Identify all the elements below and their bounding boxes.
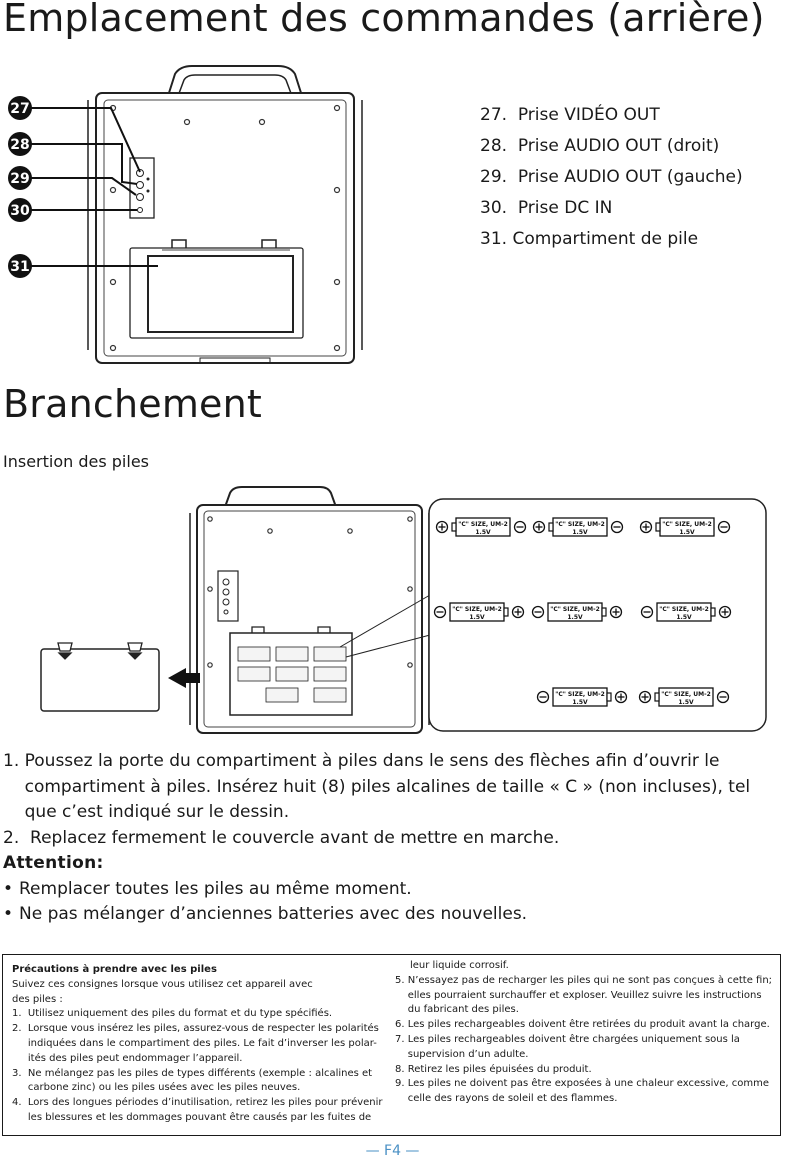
callout-31 (8, 254, 32, 278)
bullet-text: Ne pas mélanger d’anciennes batteries avec des nouvelles. (19, 904, 528, 924)
precaution-text: Retirez les piles épuisées du produit. (407, 1063, 592, 1075)
callout-29-text: 29 (10, 171, 30, 187)
section-title-rear-controls: Emplacement des commandes (arrière) (3, 0, 765, 40)
precaution-number: 5. (395, 974, 408, 986)
subtitle-battery-insertion: Insertion des piles (3, 452, 149, 471)
callout-29 (8, 166, 32, 190)
battery-voltage-label: 1.5V (469, 614, 485, 621)
precaution-text: Lorsque vous insérez les piles, assurez-vous de respecter les polarités indiquées dans le compartiment des piles. Le fait d’inverser les polar-ités des piles peut endommager l’appareil. (27, 1023, 379, 1064)
bullet-dot: • (3, 878, 14, 899)
attention-label: Attention: (3, 853, 104, 873)
plus-terminal-icon (640, 692, 651, 703)
legend-label: Prise DC IN (517, 198, 613, 218)
minus-terminal-icon (515, 522, 526, 533)
step-number: 1. (3, 751, 25, 771)
callout-27 (8, 96, 32, 120)
step-number: 2. (3, 827, 31, 848)
callout-28-text: 28 (10, 137, 30, 153)
legend-num: 31. (480, 229, 508, 249)
legend-item-31 (480, 229, 698, 249)
step-1 (3, 749, 783, 826)
attention-bullet-2 (3, 902, 783, 928)
legend-label: Prise VIDÉO OUT (517, 105, 660, 125)
legend-num: 29. (480, 167, 508, 187)
step-2 (3, 826, 783, 852)
legend-item-30 (480, 198, 612, 218)
instruction-steps (3, 749, 783, 928)
minus-terminal-icon (533, 607, 544, 618)
plus-terminal-icon (437, 522, 448, 533)
precaution-item-6 (395, 1018, 775, 1033)
precaution-text: Utilisez uniquement des piles du format et du type spécifiés. (27, 1008, 333, 1020)
battery-size-label: "C" SIZE, UM-2 (555, 521, 605, 528)
precaution-item-1 (12, 1007, 384, 1022)
attention-bullet-1 (3, 877, 783, 903)
bullet-text: Remplacer toutes les piles au même moment. (19, 878, 412, 899)
precaution-item-2 (12, 1022, 384, 1066)
minus-terminal-icon (612, 522, 623, 533)
legend-label: Prise AUDIO OUT (gauche) (517, 167, 743, 187)
precaution-text: Les piles ne doivent pas être exposées à une chaleur excessive, comme celle des rayons de soleil et des flammes. (407, 1078, 770, 1105)
plus-terminal-icon (616, 692, 627, 703)
battery-size-label: "C" SIZE, UM-2 (452, 606, 502, 613)
battery-size-label: "C" SIZE, UM-2 (550, 606, 600, 613)
plus-terminal-icon (641, 522, 652, 533)
plus-terminal-icon (720, 607, 731, 618)
minus-terminal-icon (718, 692, 729, 703)
precaution-item-5 (395, 974, 775, 1018)
precaution-number: 6. (395, 1019, 408, 1031)
precaution-text: Les piles rechargeables doivent être chargées uniquement sous la supervision d’un adulte. (407, 1033, 740, 1060)
precaution-number: 8. (395, 1063, 408, 1075)
legend-label: Prise AUDIO OUT (droit) (517, 136, 720, 156)
battery-installation-diagram (0, 485, 785, 740)
bullet-dot: • (3, 904, 14, 924)
callout-30 (8, 198, 32, 222)
precaution-text: Lors des longues périodes d’inutilisation, retirez les piles pour prévenir les blessures et les dommages pouvant être causés par les fuites de (27, 1097, 383, 1123)
legend-item-29 (480, 167, 743, 187)
precautions-right-column (395, 959, 775, 1107)
rear-panel-diagram (0, 60, 470, 375)
precaution-number: 3. (12, 1067, 28, 1079)
precaution-item-7 (395, 1033, 775, 1063)
page-footer: — F4 — (365, 1143, 420, 1159)
precaution-number: 2. (12, 1023, 28, 1035)
precaution-item-4 (12, 1096, 384, 1126)
plus-terminal-icon (534, 522, 545, 533)
minus-terminal-icon (642, 607, 653, 618)
section-title-connection: Branchement (3, 382, 262, 426)
battery-voltage-label: 1.5V (678, 699, 694, 706)
battery-voltage-label: 1.5V (676, 614, 692, 621)
legend-num: 27. (480, 105, 508, 125)
callout-28 (8, 132, 32, 156)
precaution-number: 9. (395, 1078, 408, 1090)
battery-voltage-label: 1.5V (572, 699, 588, 706)
battery-size-label: "C" SIZE, UM-2 (659, 606, 709, 613)
precautions-header: Précautions à prendre avec les piles (12, 964, 217, 975)
plus-terminal-icon (513, 607, 524, 618)
step-text: Poussez la porte du compartiment à piles dans le sens des flèches afin d’ouvrir le compartiment à piles. Insérez huit (8) piles alcalines de taille « C » (non incluses), tel que c’est indiqué sur le dessin. (24, 751, 751, 822)
legend-item-27 (480, 105, 660, 125)
minus-terminal-icon (435, 607, 446, 618)
legend-num: 28. (480, 136, 508, 156)
precautions-box (2, 954, 781, 1136)
battery-size-label: "C" SIZE, UM-2 (662, 521, 712, 528)
minus-terminal-icon (538, 692, 549, 703)
legend-num: 30. (480, 198, 508, 218)
precaution-number: 1. (12, 1008, 28, 1020)
precautions-intro: Suivez ces consignes lorsque vous utilisez cet appareil avec des piles : (12, 978, 313, 1005)
precaution-item-3 (12, 1067, 384, 1097)
battery-size-label: "C" SIZE, UM-2 (555, 691, 605, 698)
precaution-item-9 (395, 1077, 775, 1107)
battery-voltage-label: 1.5V (475, 529, 491, 536)
precaution-number: 7. (395, 1033, 408, 1045)
callout-30-text: 30 (10, 203, 30, 219)
precaution-continuation: leur liquide corrosif. (410, 960, 509, 971)
battery-voltage-label: 1.5V (567, 614, 583, 621)
precautions-left-column (12, 963, 384, 1126)
battery-size-label: "C" SIZE, UM-2 (458, 521, 508, 528)
precaution-text: N’essayez pas de recharger les piles qui ne sont pas conçues à cette fin; elles pourraient surchauffer et exploser. Veuillez suivre les instructions du fabricant des piles. (407, 974, 773, 1016)
minus-terminal-icon (719, 522, 730, 533)
precaution-number: 4. (12, 1097, 28, 1109)
battery-voltage-label: 1.5V (572, 529, 588, 536)
step-text: Replacez fermement le couvercle avant de mettre en marche. (30, 827, 560, 848)
precaution-text: Ne mélangez pas les piles de types différents (exemple : alcalines et carbone zinc) ou les piles usées avec les piles neuves. (27, 1067, 373, 1094)
callout-31-text: 31 (10, 259, 30, 275)
legend-item-28 (480, 136, 719, 156)
battery-size-label: "C" SIZE, UM-2 (661, 691, 711, 698)
precaution-text: Les piles rechargeables doivent être retirées du produit avant la charge. (407, 1019, 770, 1031)
precaution-item-8 (395, 1063, 775, 1078)
plus-terminal-icon (611, 607, 622, 618)
legend-label: Compartiment de pile (512, 229, 699, 249)
callout-27-text: 27 (10, 101, 30, 117)
battery-voltage-label: 1.5V (679, 529, 695, 536)
